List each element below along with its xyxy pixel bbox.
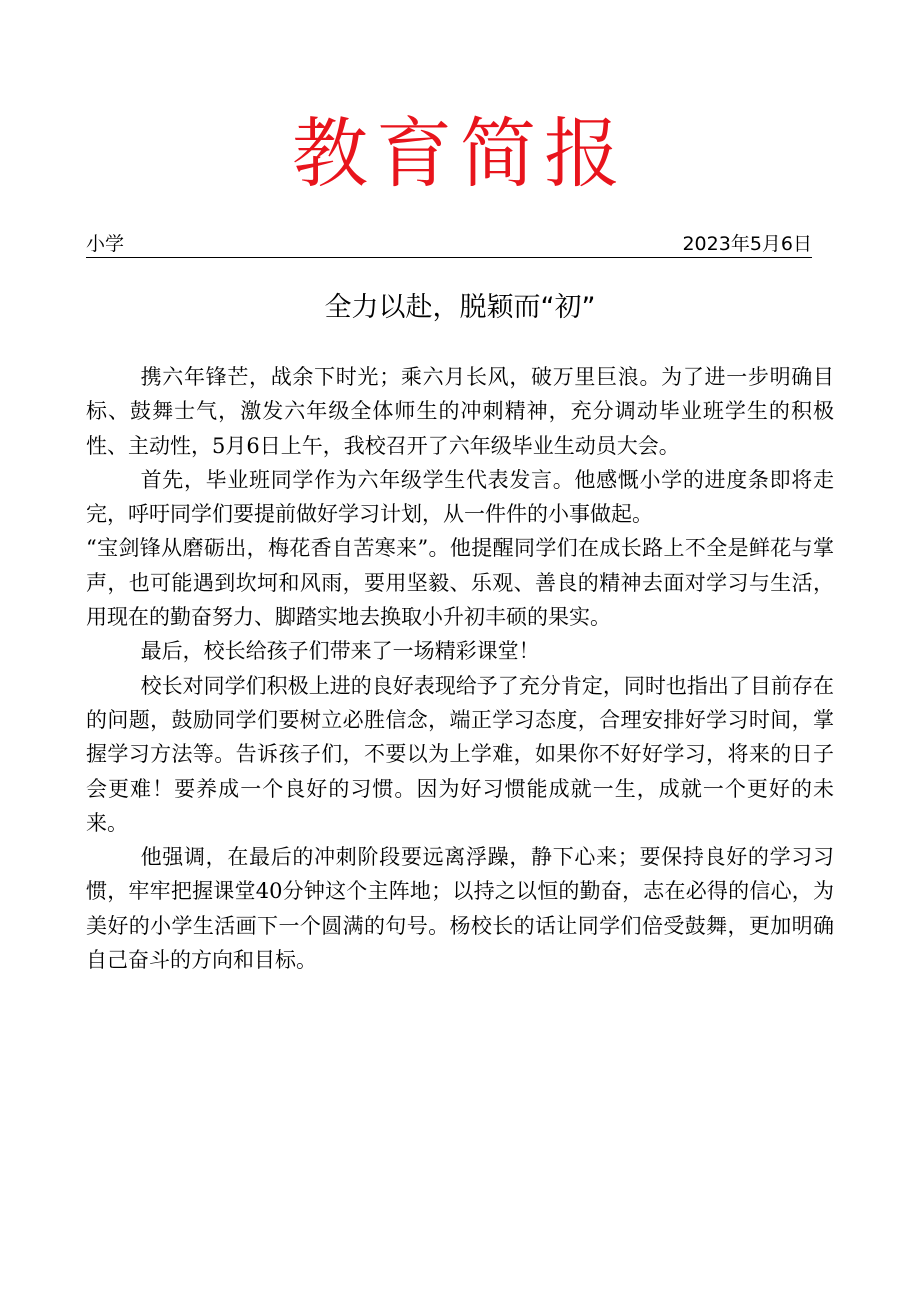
article-paragraph: 首先，毕业班同学作为六年级学生代表发言。他感慨小学的进度条即将走完，呼吁同学们要提前做好学习计划，从一件件的小事做起。	[86, 467, 834, 527]
article-paragraph: 他强调，在最后的冲刺阶段要远离浮躁，静下心来；要保持良好的学习习惯，牢牢把握课堂40分钟这个主阵地；以持之以恒的勤奋，志在必得的信心，为美好的小学生活画下一个圆满的句号。杨校长的话让同学们倍受鼓舞，更加明确自己奋斗的方向和目标。	[86, 845, 834, 973]
school-name: 小学	[86, 233, 125, 255]
article-paragraph: 最后，校长给孩子们带来了一场精彩课堂！	[140, 639, 540, 664]
masthead-title: 教育简报	[292, 109, 628, 198]
article-paragraph: 携六年锋芒，战余下时光；乘六月长风，破万里巨浪。为了进一步明确目标、鼓舞士气，激发六年级全体师生的冲刺精神，充分调动毕业班学生的积极性、主动性，5月6日上午，我校召开了六年级毕业生动员大会。	[86, 365, 834, 458]
article-body	[86, 360, 834, 977]
article-paragraph: “宝剑锋从磨砺出，梅花香自苦寒来”。他提醒同学们在成长路上不全是鲜花与掌声，也可能遇到坎坷和风雨，要用坚毅、乐观、善良的精神去面对学习与生活，用现在的勤奋努力、脚踏实地去换取小升初丰硕的果实。	[86, 536, 834, 630]
meta-bar	[86, 231, 812, 258]
issue-date: 2023年5月6日	[682, 233, 812, 255]
article-paragraph: 校长对同学们积极上进的良好表现给予了充分肯定，同时也指出了目前存在的问题，鼓励同学们要树立必胜信念，端正学习态度，合理安排好学习时间，掌握学习方法等。告诉孩子们，不要以为上学难，如果你不好好学习，将来的日子会更难！要养成一个良好的习惯。因为好习惯能成就一生，成就一个更好的未来。	[86, 673, 834, 835]
article-headline: 全力以赴，脱颖而“初”	[324, 292, 596, 323]
